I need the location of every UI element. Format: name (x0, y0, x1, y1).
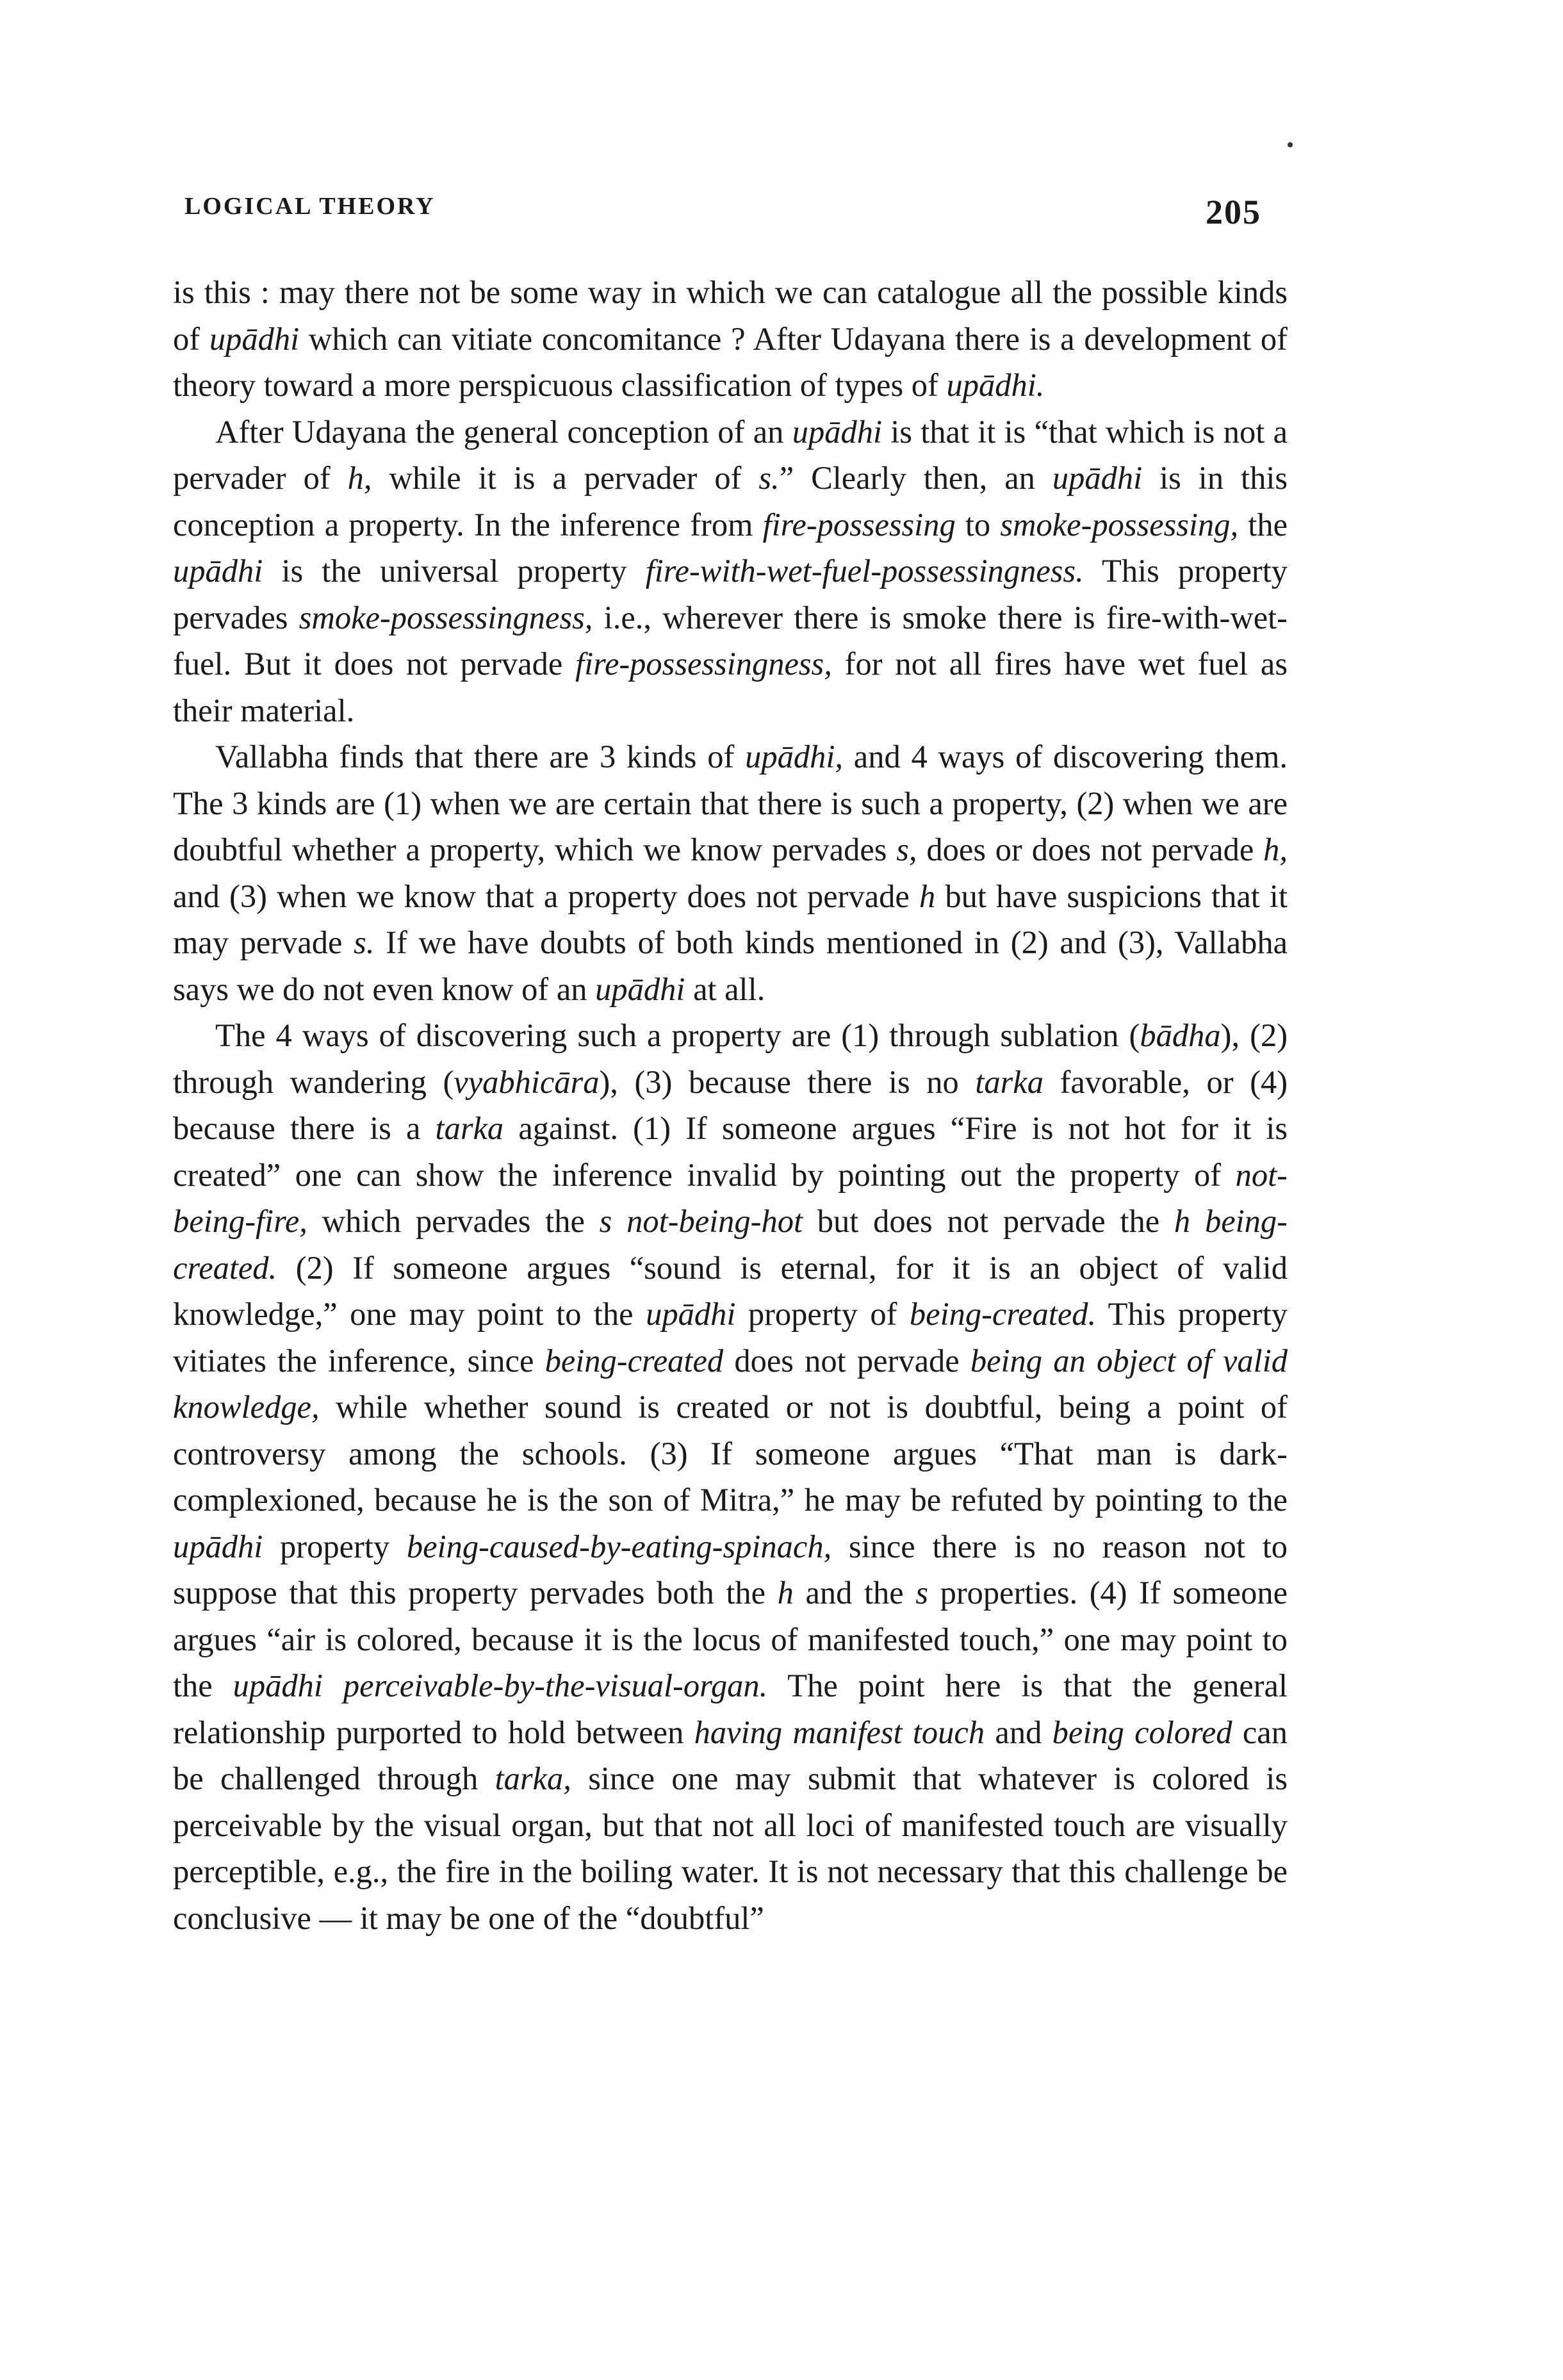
italic-term: having manifest touch (694, 1714, 985, 1750)
text-run: while whether sound is created or not is doubtful, being a point of controversy among the schools. (3) If someone argues “That man is dark-complexioned, because he is the son of Mitra,” he may be refuted by pointing to the (173, 1389, 1288, 1518)
italic-term: upādhi (173, 553, 263, 589)
text-run: favorable, or (4) because there is a (173, 1063, 1288, 1146)
italic-term: bādha (1140, 1017, 1221, 1053)
text-run: The point here is that the general relationship purported to hold between (173, 1668, 1288, 1750)
text-run: is in this conception a property. In the inference from (173, 460, 1288, 543)
text-run: but does not pervade the (803, 1203, 1174, 1239)
text-run: for not all fires have wet fuel as their material. (173, 646, 1288, 728)
italic-term: h, (347, 460, 372, 496)
italic-term: upādhi, (745, 739, 843, 775)
paragraph-4 (173, 1012, 1288, 1941)
text-run: to (955, 506, 1001, 543)
body-text (173, 269, 1288, 1941)
text-run: properties. (4) If someone argues “air is colored, because it is the locus of manifested touch,” one may point to the (173, 1575, 1288, 1703)
italic-term: being-caused-by-eating-spinach, (406, 1528, 832, 1564)
italic-term: h (919, 878, 936, 914)
text-run: and (985, 1714, 1052, 1750)
italic-term: being colored (1052, 1714, 1232, 1750)
text-run: since one may submit that whatever is colored is perceivable by the visual organ, but that not all loci of manifested touch are visually perceptible, e.g., the fire in the boiling water. It is not necessary that this challenge be conclusive — it may be one of the “doubtful” (173, 1760, 1288, 1936)
text-run: which pervades the (307, 1203, 600, 1239)
page-number: 205 (1206, 193, 1261, 231)
text-run: Vallabha finds that there are 3 kinds of (215, 739, 746, 775)
text-run: If we have doubts of both kinds mentioned in (2) and (3), Vallabha says we do not even know of an (173, 924, 1288, 1007)
italic-term: s. (354, 924, 375, 960)
italic-term: upādhi (209, 320, 300, 357)
text-run: ), (3) because there is no (599, 1063, 976, 1100)
text-run: property (263, 1528, 407, 1564)
text-run: is this : may there not be some way in which we can catalogue all the possible kinds of (173, 274, 1288, 357)
text-run: but have suspicions that it may pervade (173, 878, 1288, 960)
paragraph-2 (173, 409, 1288, 734)
italic-term: s not-being-hot (599, 1203, 803, 1239)
italic-term: tarka, (495, 1760, 571, 1796)
text-run: and the (793, 1575, 916, 1611)
italic-term: upādhi (173, 1528, 263, 1564)
italic-term: upādhi perceivable-by-the-visual-organ. (233, 1668, 768, 1703)
italic-term: smoke-possessing, (1000, 506, 1239, 543)
text-run: is the universal property (263, 553, 646, 589)
italic-term: upādhi (646, 1296, 736, 1332)
paragraph-3 (173, 734, 1288, 1012)
italic-term: h (777, 1575, 794, 1611)
text-run: the (1238, 506, 1288, 543)
text-run: ” Clearly then, an (779, 460, 1052, 496)
italic-term: tarka (435, 1110, 504, 1146)
italic-term: upādhi (595, 971, 685, 1007)
text-run: ), (2) through wandering ( (173, 1017, 1288, 1100)
italic-term: being-created (544, 1342, 724, 1379)
italic-term: smoke-possessingness, (299, 599, 593, 636)
running-head: LOGICAL THEORY (184, 193, 436, 220)
text-run: i.e., wherever there is smoke there is fire-with-wet-fuel. But it does not pervade (173, 599, 1288, 682)
text-run: property of (735, 1296, 910, 1332)
italic-term: s (915, 1575, 928, 1611)
italic-term: s, (896, 832, 917, 867)
italic-term: fire-with-wet-fuel-possessingness. (645, 553, 1084, 589)
text-run: at all. (685, 971, 765, 1007)
italic-term: h, (1263, 832, 1288, 867)
text-run: (2) If someone argues “sound is eternal, for it is an object of valid knowledge,” one may point to the (173, 1249, 1288, 1332)
text-run: which can vitiate concomitance ? After Udayana there is a development of theory toward a more perspicuous classification of types of (173, 320, 1288, 403)
italic-term: tarka (975, 1063, 1043, 1100)
italic-term: upādhi. (946, 367, 1045, 403)
italic-term: fire-possessingness, (575, 646, 832, 682)
italic-term: s. (758, 460, 780, 496)
text-run: against. (1) If someone argues “Fire is not hot for it is created” one can show the inference invalid by pointing out the property of (173, 1110, 1288, 1193)
italic-term: upādhi (792, 413, 882, 450)
text-run: is that it is “that which is not a pervader of (173, 413, 1288, 496)
paragraph-1 (173, 269, 1288, 409)
italic-term: not-being-fire, (173, 1156, 1288, 1239)
text-run: and 4 ways of discovering them. The 3 kinds are (1) when we are certain that there is such a property, (2) when we are doubtful whether a property, which we know pervades (173, 739, 1288, 867)
italic-term: vyabhicāra (454, 1063, 600, 1100)
italic-term: upādhi (1052, 460, 1143, 496)
text-run: After Udayana the general conception of an (215, 413, 792, 450)
text-run: since there is no reason not to suppose that this property pervades both the (173, 1528, 1288, 1611)
text-run: The 4 ways of discovering such a property are (1) through sublation ( (215, 1017, 1140, 1053)
text-run: does or does not pervade (917, 832, 1264, 867)
text-run: This property vitiates the inference, since (173, 1296, 1288, 1379)
italic-term: being-created. (909, 1296, 1097, 1332)
text-run: This property pervades (173, 553, 1288, 636)
italic-term: being an object of valid knowledge, (173, 1342, 1288, 1425)
text-run: does not pervade (723, 1342, 970, 1379)
italic-term: fire-possessing (762, 506, 956, 543)
italic-term: h being-created. (173, 1203, 1288, 1286)
scan-speck (1288, 142, 1293, 147)
text-run: and (3) when we know that a property does not pervade (173, 878, 919, 914)
text-run: while it is a pervader of (372, 460, 759, 496)
text-run: can be challenged through (173, 1714, 1288, 1796)
